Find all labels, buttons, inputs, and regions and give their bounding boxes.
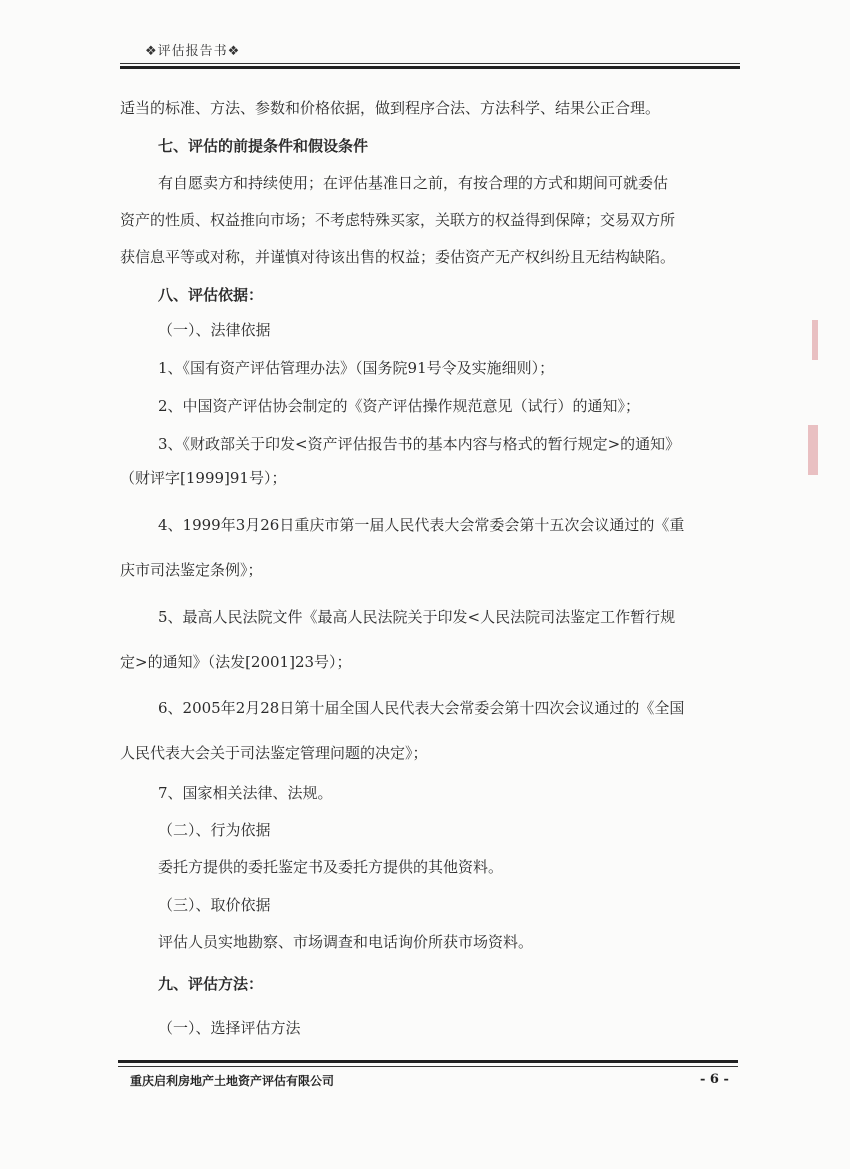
list-item-continuation: 人民代表大会关于司法鉴定管理问题的决定》； (120, 744, 428, 762)
list-item: 7、国家相关法律、法规。 (158, 784, 333, 802)
paragraph-line: 有自愿卖方和持续使用；在评估基准日之前，有按合理的方式和期间可就委估 (158, 174, 669, 192)
stamp-bleed-mark (808, 425, 818, 475)
list-item-continuation: （财评字[1999]91号）； (120, 469, 287, 487)
list-item: 6、2005年2月28日第十届全国人民代表大会常委会第十四次会议通过的《全国 (158, 699, 685, 717)
section-heading-8: 八、评估依据： (158, 286, 264, 304)
header-title: ❖评估报告书❖ (145, 44, 241, 59)
list-item: 3、《财政部关于印发<资产评估报告书的基本内容与格式的暂行规定>的通知》 (158, 435, 681, 453)
subsection-heading: （一）、选择评估方法 (158, 1019, 301, 1037)
section-heading-7: 七、评估的前提条件和假设条件 (158, 137, 369, 155)
header-rule-thick (120, 66, 740, 69)
header-rule (120, 63, 740, 64)
footer-company-name: 重庆启利房地产土地资产评估有限公司 (130, 1074, 335, 1088)
page-number: - 6 - (700, 1072, 729, 1087)
subsection-heading: （三）、取价依据 (158, 896, 271, 914)
subsection-heading: （一）、法律依据 (158, 321, 271, 339)
paragraph-line: 适当的标准、方法、参数和价格依据，做到程序合法、方法科学、结果公正合理。 (120, 99, 661, 117)
list-item-continuation: 定>的通知》（法发[2001]23号）； (120, 653, 352, 671)
paragraph-line: 委托方提供的委托鉴定书及委托方提供的其他资料。 (158, 858, 504, 876)
list-item: 1、《国有资产评估管理办法》（国务院91号令及实施细则）； (158, 359, 555, 377)
footer-rule-thick (118, 1060, 738, 1063)
footer-rule (118, 1066, 738, 1067)
list-item-continuation: 庆市司法鉴定条例》； (120, 561, 263, 579)
list-item: 4、1999年3月26日重庆市第一届人民代表大会常委会第十五次会议通过的《重 (158, 516, 685, 534)
list-item: 2、中国资产评估协会制定的《资产评估操作规范意见（试行）的通知》； (158, 397, 641, 415)
paragraph-line: 评估人员实地勘察、市场调查和电话询价所获市场资料。 (158, 933, 534, 951)
paragraph-line: 资产的性质、权益推向市场；不考虑特殊买家，关联方的权益得到保障；交易双方所 (120, 211, 676, 229)
paragraph-line: 获信息平等或对称，并谨慎对待该出售的权益；委估资产无产权纠纷且无结构缺陷。 (120, 248, 676, 266)
list-item: 5、最高人民法院文件《最高人民法院关于印发<人民法院司法鉴定工作暂行规 (158, 608, 676, 626)
section-heading-9: 九、评估方法： (158, 975, 264, 993)
stamp-bleed-mark (812, 320, 818, 360)
subsection-heading: （二）、行为依据 (158, 821, 271, 839)
